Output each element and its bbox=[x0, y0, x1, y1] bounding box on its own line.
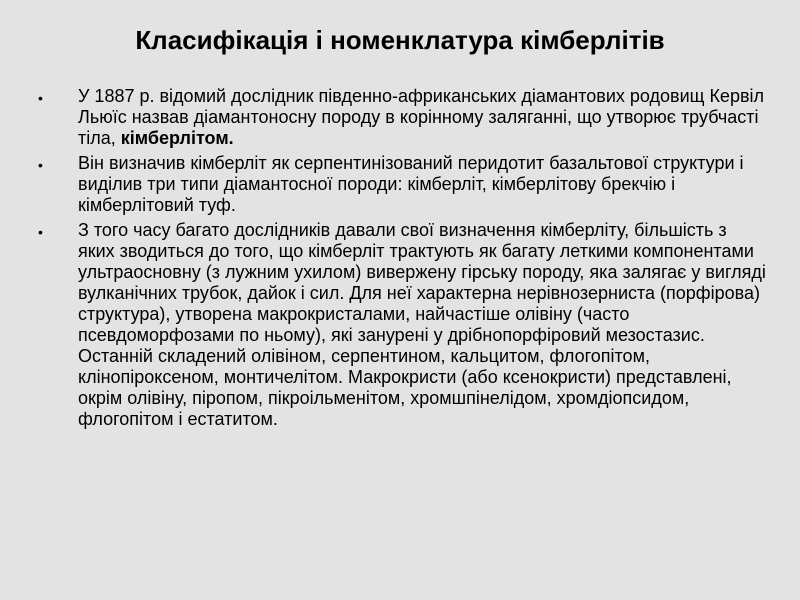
slide-title: Класифікація і номенклатура кімберлітів bbox=[135, 25, 665, 55]
bullet-text: Він визначив кімберліт як серпентинізований перидотит базальтової структури і виділив три типи діамантосної породи: кімберліт, кімберлітову брекчію і кімберлітовий туф. bbox=[78, 153, 744, 215]
bullet-text: У 1887 р. відомий дослідник південно-африканських діамантових родовищ Кервіл Льюїс назвав діамантоносну породу в корінному заляганні, що утворює трубчасті тіла, bbox=[78, 86, 765, 148]
bullet-dot-icon: • bbox=[38, 157, 43, 173]
bullet-dot-icon: • bbox=[38, 224, 43, 240]
bullet-item-3 bbox=[36, 220, 766, 430]
bullet-item-2 bbox=[36, 153, 766, 216]
bullet-dot-icon: • bbox=[38, 90, 43, 106]
bullet-list bbox=[36, 86, 766, 434]
bullet-bold-term: кімберлітом. bbox=[120, 128, 234, 148]
bullet-text: З того часу багато дослідників давали свої визначення кімберліту, більшість з яких зводиться до того, що кімберліт трактують як багату леткими компонентами ультраосновну (з лужним ухилом) вивержену гірську породу, яка залягає у вигляді вулканічних трубок, дайок і сил. Для неї характерна нерівнозерниста (порфірова) структура), утворена макрокристалами, найчастіше олівіну (часто псевдоморфозами по ньому), які занурені у дрібнопорфіровий мезостазис. Останній складений олівіном, серпентином, кальцитом, флогопітом, клінопіроксеном, монтичелітом. Макрокристи (або ксенокристи) представлені, окрім олівіну, піропом, пікроільменітом, хромшпінелідом, хромдіопсидом, флогопітом і естатитом. bbox=[78, 220, 766, 429]
bullet-item-1 bbox=[36, 86, 766, 149]
